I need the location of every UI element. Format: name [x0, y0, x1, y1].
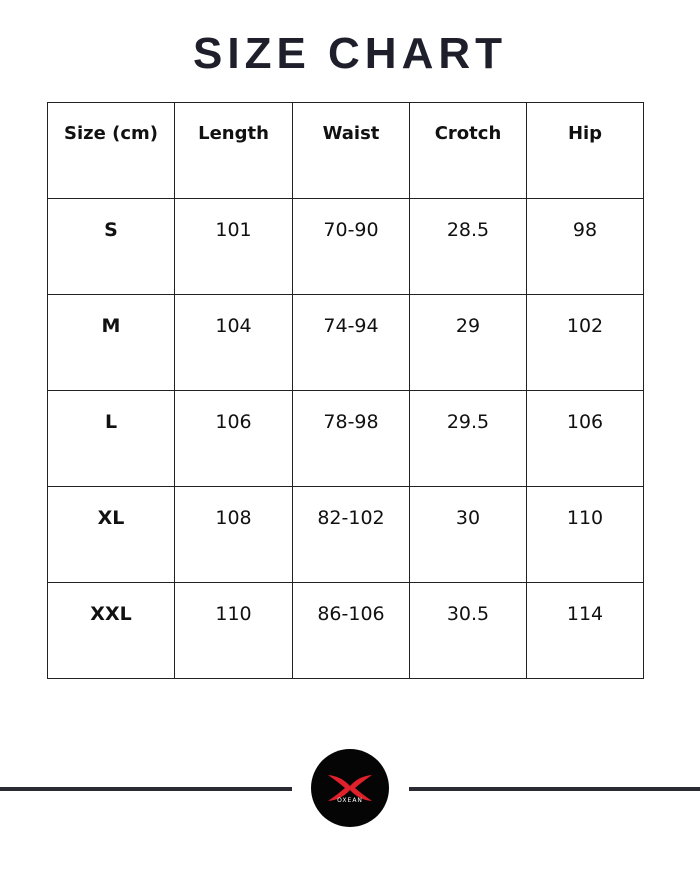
- brand-mark-icon: [311, 749, 389, 827]
- cell-size: M: [48, 295, 175, 391]
- cell-waist: 70-90: [293, 199, 410, 295]
- table-row: [48, 295, 644, 391]
- footer-divider-left: [0, 787, 292, 791]
- table-header-row: [48, 103, 644, 199]
- header-length: Length: [175, 103, 293, 199]
- cell-length: 106: [175, 391, 293, 487]
- brand-wordmark: OXEAN: [337, 797, 363, 804]
- footer-divider-right: [409, 787, 700, 791]
- cell-size: XL: [48, 487, 175, 583]
- header-crotch: Crotch: [410, 103, 527, 199]
- table-row: [48, 487, 644, 583]
- cell-length: 101: [175, 199, 293, 295]
- cell-size: XXL: [48, 583, 175, 679]
- table-row: [48, 199, 644, 295]
- cell-length: 108: [175, 487, 293, 583]
- cell-waist: 82-102: [293, 487, 410, 583]
- header-size: Size (cm): [48, 103, 175, 199]
- header-hip: Hip: [527, 103, 644, 199]
- size-chart-table: [47, 102, 644, 679]
- cell-hip: 98: [527, 199, 644, 295]
- cell-hip: 106: [527, 391, 644, 487]
- cell-crotch: 30.5: [410, 583, 527, 679]
- cell-crotch: 28.5: [410, 199, 527, 295]
- cell-size: L: [48, 391, 175, 487]
- cell-length: 104: [175, 295, 293, 391]
- cell-waist: 78-98: [293, 391, 410, 487]
- cell-size: S: [48, 199, 175, 295]
- header-waist: Waist: [293, 103, 410, 199]
- cell-waist: 74-94: [293, 295, 410, 391]
- cell-hip: 114: [527, 583, 644, 679]
- cell-crotch: 29.5: [410, 391, 527, 487]
- cell-crotch: 29: [410, 295, 527, 391]
- page-title: SIZE CHART: [193, 29, 507, 78]
- cell-crotch: 30: [410, 487, 527, 583]
- cell-length: 110: [175, 583, 293, 679]
- table-row: [48, 391, 644, 487]
- table-row: [48, 583, 644, 679]
- cell-hip: 102: [527, 295, 644, 391]
- brand-logo: [311, 749, 389, 827]
- cell-hip: 110: [527, 487, 644, 583]
- cell-waist: 86-106: [293, 583, 410, 679]
